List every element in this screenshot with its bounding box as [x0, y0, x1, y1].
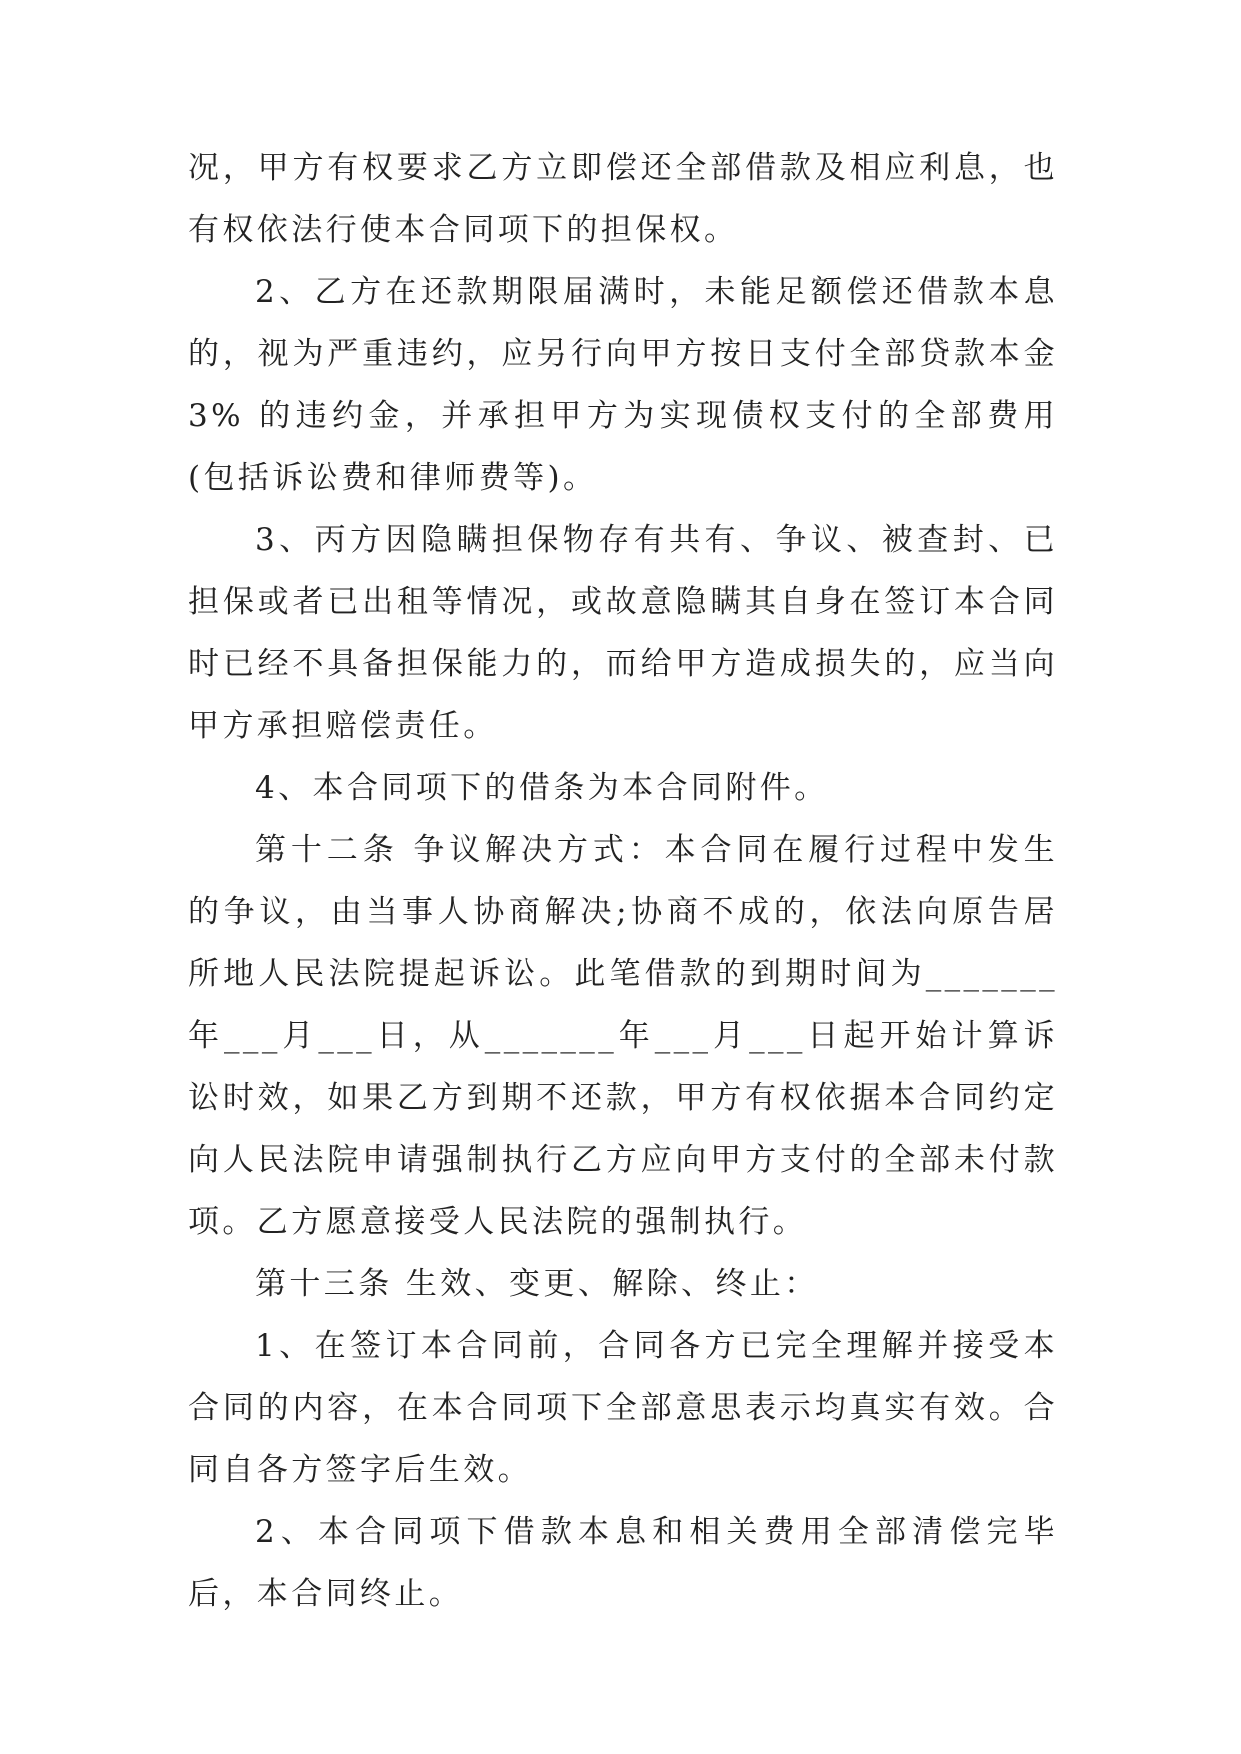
document-page: [188, 137, 1058, 1625]
paragraph-iou-attachment: 4、本合同项下的借条为本合同附件。: [255, 770, 829, 806]
paragraph-effectiveness: 1、在签订本合同前，合同各方已完全理解并接受本合同的内容，在本合同项下全部意思表示均真实有效。合同自各方签字后生效。: [188, 1328, 1058, 1488]
paragraph-guarantor-liability: 3、丙方因隐瞒担保物存有共有、争议、被查封、已担保或者已出租等情况，或故意隐瞒其自身在签订本合同时已经不具备担保能力的，而给甲方造成损失的，应当向甲方承担赔偿责任。: [188, 522, 1058, 744]
paragraph-default-remedy: 况，甲方有权要求乙方立即偿还全部借款及相应利息，也有权依法行使本合同项下的担保权。: [188, 150, 1058, 248]
paragraph-article-12-dispute: 第十二条 争议解决方式：本合同在履行过程中发生的争议，由当事人协商解决;协商不成的，依法向原告居所地人民法院提起诉讼。此笔借款的到期时间为_______年___月___日，从_______年___月___日起开始计算诉讼时效，如果乙方到期不还款，甲方有权依据本合同约定向人民法院申请强制执行乙方应向甲方支付的全部未付款项。乙方愿意接受人民法院的强制执行。: [188, 832, 1058, 1240]
heading-article-13: 第十三条 生效、变更、解除、终止：: [255, 1266, 819, 1302]
paragraph-late-repayment-penalty: 2、乙方在还款期限届满时，未能足额偿还借款本息的，视为严重违约，应另行向甲方按日支付全部贷款本金 3% 的违约金，并承担甲方为实现债权支付的全部费用(包括诉讼费和律师费等)。: [188, 274, 1058, 496]
paragraph-termination: 2、本合同项下借款本息和相关费用全部清偿完毕后，本合同终止。: [188, 1514, 1058, 1612]
